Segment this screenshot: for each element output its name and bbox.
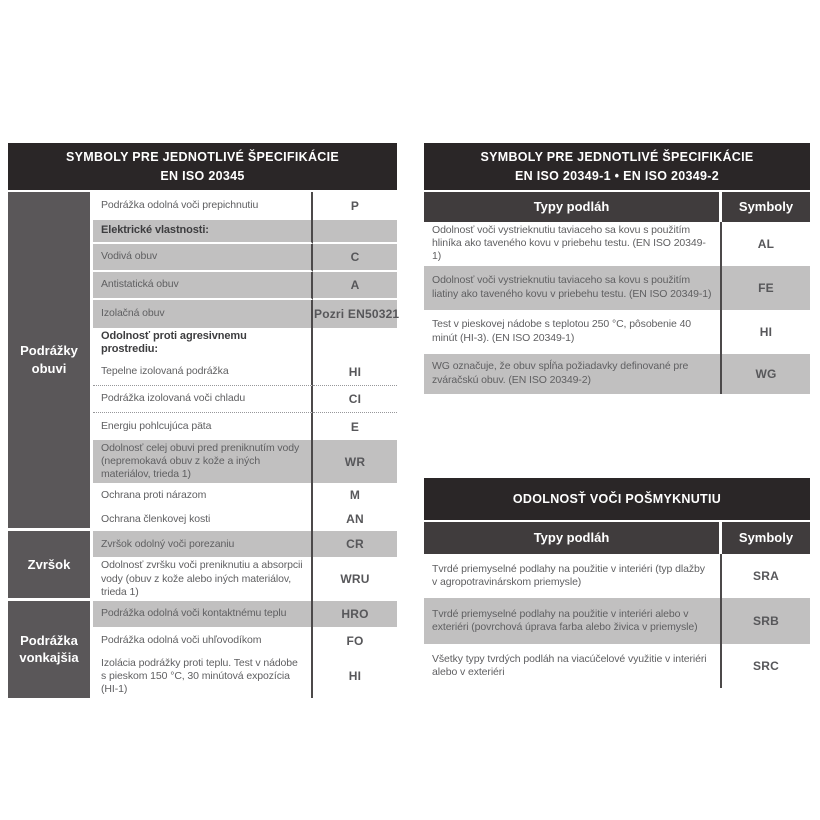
table-title-line2: EN ISO 20349-1 • EN ISO 20349-2 — [514, 168, 720, 183]
spec-description: Všetky typy tvrdých podláh na viacúčelové využitie v interiéri alebo v exteriéri — [424, 644, 722, 688]
spec-symbol: AN — [313, 507, 397, 531]
spec-symbol: SRA — [722, 554, 810, 598]
spec-symbol: WRU — [313, 557, 397, 600]
category-cell-podrazky-obuvi: Podrážky obuvi — [8, 192, 93, 532]
spec-description: Vodivá obuv — [93, 244, 313, 272]
spec-symbol — [313, 328, 397, 360]
spec-symbol: CI — [313, 386, 397, 413]
table-title-line1: SYMBOLY PRE JEDNOTLIVÉ ŠPECIFIKÁCIE — [480, 150, 754, 164]
table-en-iso-20349 — [424, 143, 810, 394]
spec-description: Tvrdé priemyselné podlahy na použitie v interiéri (typ dlažby v agropotravinárskom priemysle) — [424, 554, 722, 598]
spec-symbol: SRB — [722, 598, 810, 644]
table-row — [8, 531, 397, 557]
table-row — [424, 222, 810, 266]
spec-symbol: FO — [313, 627, 397, 655]
spec-symbol: HI — [313, 655, 397, 698]
spec-description: Energiu pohlcujúca päta — [93, 413, 313, 440]
column-header-row — [424, 192, 810, 222]
spec-symbol: FE — [722, 266, 810, 310]
table-row — [424, 644, 810, 688]
table-en-iso-20345 — [8, 143, 400, 698]
category-cell-zvrsok: Zvršok — [8, 531, 93, 600]
spec-description: Podrážka izolovaná voči chladu — [93, 386, 313, 413]
spec-description: Podrážka odolná voči uhľovodíkom — [93, 627, 313, 655]
spec-symbol: E — [313, 413, 397, 440]
spec-symbol: WR — [313, 440, 397, 483]
table-row — [424, 266, 810, 310]
spec-symbol: AL — [722, 222, 810, 266]
table-row — [424, 554, 810, 598]
spec-description: Odolnosť voči vystrieknutiu taviaceho sa kovu s použitím hliníka ako taveného kovu v priebehu testu. (EN ISO 20349-1) — [424, 222, 722, 266]
column-header-typy-podlah: Typy podláh — [424, 522, 722, 554]
section-header: Odolnosť proti agresivnemu prostrediu: — [93, 328, 313, 360]
spec-description: Antistatická obuv — [93, 272, 313, 300]
spec-description: Tepelne izolovaná podrážka — [93, 359, 313, 386]
spec-description: Odolnosť celej obuvi pred preniknutím vody (nepremokavá obuv z kože a iných materiálov, trieda 1) — [93, 440, 313, 483]
table-title-line2: EN ISO 20345 — [160, 168, 245, 183]
spec-table-en-iso-20345 — [8, 192, 400, 699]
table-title-en-iso-20345 — [8, 143, 397, 190]
spec-table-slip-resistance — [424, 522, 810, 688]
spec-description: Odolnosť voči vystrieknutiu taviaceho sa kovu s použitím liatiny ako taveného kovu v priebehu testu. (EN ISO 20349-1) — [424, 266, 722, 310]
spec-description: Podrážka odolná voči kontaktnému teplu — [93, 601, 313, 627]
spec-symbol: HRO — [313, 601, 397, 627]
table-title-line1: SYMBOLY PRE JEDNOTLIVÉ ŠPECIFIKÁCIE — [65, 150, 340, 164]
spec-symbol: SRC — [722, 644, 810, 688]
table-row — [8, 192, 397, 220]
spec-description: Ochrana proti nárazom — [93, 483, 313, 507]
spec-description: Izolácia podrážky proti teplu. Test v nádobe s pieskom 150 °C, 30 minútová expozícia (HI-1) — [93, 655, 313, 698]
spec-description: Tvrdé priemyselné podlahy na použitie v interiéri alebo v exteriéri (povrchová úprava farba alebo živica v priemysle) — [424, 598, 722, 644]
spec-symbol: HI — [313, 359, 397, 386]
table-row — [424, 598, 810, 644]
spec-symbol: WG — [722, 354, 810, 394]
spec-description: Zvršok odolný voči porezaniu — [93, 531, 313, 557]
column-header-row — [424, 522, 810, 554]
table-title-en-iso-20349 — [424, 143, 810, 190]
spec-description: Test v pieskovej nádobe s teplotou 250 °C, pôsobenie 40 minút (HI-3). (EN ISO 20349-1) — [424, 310, 722, 354]
column-header-symboly: Symboly — [722, 192, 810, 222]
spec-symbol: P — [313, 192, 397, 220]
spec-table-en-iso-20349 — [424, 192, 810, 394]
spec-symbol: HI — [722, 310, 810, 354]
table-row — [424, 310, 810, 354]
spec-symbol — [313, 220, 397, 244]
spec-description: Odolnosť zvršku voči preniknutiu a absorpcii vody (obuv z kože alebo iných materiálov, trieda 1) — [93, 557, 313, 600]
table-title-line1: ODOLNOSŤ VOČI POŠMYKNUTIU — [512, 492, 722, 506]
spec-description: Izolačná obuv — [93, 300, 313, 328]
table-row — [424, 354, 810, 394]
table-row — [8, 601, 397, 627]
spec-description: Ochrana členkovej kosti — [93, 507, 313, 531]
table-slip-resistance — [424, 478, 810, 688]
table-title-slip-resistance — [424, 478, 810, 520]
column-header-typy-podlah: Typy podláh — [424, 192, 722, 222]
spec-description: WG označuje, že obuv spĺňa požiadavky definované pre zváračskú obuv. (EN ISO 20349-2) — [424, 354, 722, 394]
spec-symbol: M — [313, 483, 397, 507]
column-header-symboly: Symboly — [722, 522, 810, 554]
spec-symbol: CR — [313, 531, 397, 557]
section-header: Elektrické vlastnosti: — [93, 220, 313, 244]
spec-symbol: Pozri EN50321 — [313, 300, 397, 328]
category-cell-podrazka-vonkajsia: Podrážka vonkajšia — [8, 601, 93, 698]
spec-symbol: C — [313, 244, 397, 272]
spec-description: Podrážka odolná voči prepichnutiu — [93, 192, 313, 220]
spec-symbol: A — [313, 272, 397, 300]
